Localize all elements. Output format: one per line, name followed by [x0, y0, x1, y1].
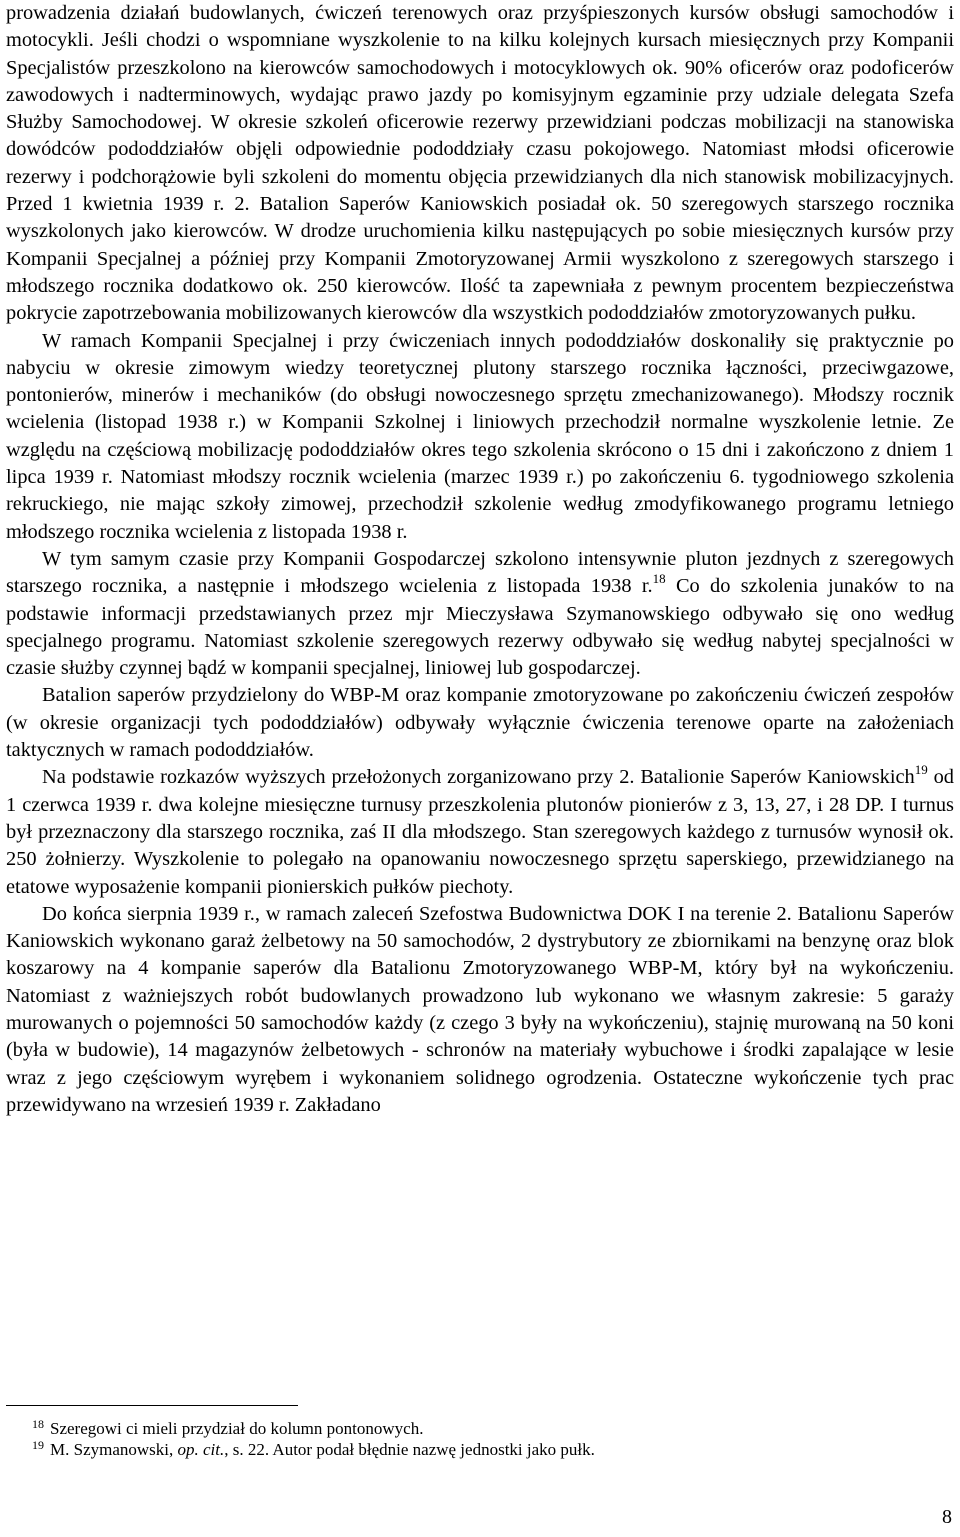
paragraph-3-text: W tym samym czasie przy Kompanii Gospodarczej szkolono intensywnie pluton jezdnych z szeregowych starszego rocznika, a następnie i młodszego wcielenia z listopada 1938 r. — [6, 547, 954, 598]
footnote-italic-citation: op. cit. — [177, 1440, 225, 1459]
footnote-text-before: M. Szymanowski, — [50, 1440, 178, 1459]
footnotes — [6, 1418, 954, 1460]
body-text — [6, 0, 954, 1119]
paragraph-1: prowadzenia działań budowlanych, ćwiczeń terenowych oraz przyśpieszonych kursów obsługi samochodów i motocykli. Jeśli chodzi o wspomniane wyszkolenie to na kilku kolejnych kursach miesięcznych przy Kompanii Specjalistów przeszkolono na kierowców samochodowych i motocyklowych ok. 90% oficerów oraz podoficerów zawodowych i nadterminowych, wydając prawo jazdy po komisyjnym egzaminie przy udziale delegata Szefa Służby Samochodowej. W okresie szkoleń oficerowie rezerwy przewidziani podczas mobilizacji na stanowiska dowódców pododdziałów objęli odpowiednie pododdziały czasu pokojowego. Natomiast młodsi oficerowie rezerwy i podchorążowie byli szkoleni do momentu objęcia przewidzianych dla nich stanowisk mobilizacyjnych. Przed 1 kwietnia 1939 r. 2. Batalion Saperów Kaniowskich posiadał ok. 50 szeregowych starszego rocznika wyszkolonych jako kierowców. W drodze uruchomienia kilku następujących po sobie miesięcznych kursów przy Kompanii Specjalnej a później przy Kompanii Zmotoryzowanej Armii wyszkolono z szeregowych starszego i młodszego rocznika dodatkowo ok. 250 kierowców. Ilość ta zapewniała z pewnym procentem bezpieczeństwa pokrycie zapotrzebowania mobilizowanych kierowców dla wszystkich pododdziałów zmotoryzowanych pułku. — [6, 2, 954, 325]
footnote-number: 18 — [32, 1417, 44, 1431]
page-number: 8 — [942, 1506, 952, 1528]
paragraph-2: W ramach Kompanii Specjalnej i przy ćwiczeniach innych pododdziałów doskonaliły się praktycznie po nabyciu w okresie zimowym wiedzy teoretycznej plutony starszego rocznika łączności, przeciwgazowe, pontonierów, minerów i mechaników (do obsługi nowoczesnego sprzętu zmechanizowanego). Młodszy rocznik wcielenia (listopad 1938 r.) w Kompanii Szkolnej i liniowych przechodził normalne wyszkolenie letnie. Ze względu na częściową mobilizację pododdziałów okres tego szkolenia skrócono o 15 dni i zakończono z dniem 1 lipca 1939 r. Natomiast młodszy rocznik wcielenia (marzec 1939 r.) po zakończeniu 6. tygodniowego szkolenia rekruckiego, nie mając szkoły zimowej, przechodził szkolenie według zmodyfikowanego programu letniego młodszego rocznika wcielenia z listopada 1938 r. — [6, 329, 954, 543]
footnote-divider — [6, 1405, 298, 1406]
footnote-text-after: , s. 22. Autor podał błędnie nazwę jednostki jako pułk. — [224, 1440, 595, 1459]
paragraph-6: Do końca sierpnia 1939 r., w ramach zaleceń Szefostwa Budownictwa DOK I na terenie 2. Batalionu Saperów Kaniowskich wykonano garaż żelbetowy na 50 samochodów, 2 dystrybutory ze zbiornikami na benzynę oraz blok koszarowy na 4 kompanie saperów dla Batalionu Zmotoryzowanego WBP-M, który był na wykończeniu. Natomiast z ważniejszych robót budowlanych prowadzono lub wykonano we własnym zakresie: 5 garaży murowanych o pojemności 50 samochodów każdy (z czego 3 były na wykończeniu), stajnię murowaną na 50 koni (była w budowie), 14 magazynów żelbetowych - schronów na materiały wybuchowe i środki zapalające w lesie wraz z jego częściowym wyrębem i wykonaniem solidnego ogrodzenia. Ostateczne wykończenie tych prac przewidywano na wrzesień 1939 r. Zakładano — [6, 902, 954, 1116]
footnote-text — [26, 1439, 595, 1460]
footnote-ref-19[interactable]: 19 — [914, 762, 928, 778]
paragraph-5-text-after: od 1 czerwca 1939 r. dwa kolejne miesięczne turnusy przeszkolenia plutonów pionierów z 3, 13, 27, i 28 DP. I turnus był przeznaczony dla starszego rocznika, zaś II dla młodszego. Stan szeregowych każdego z turnusów wynosił ok. 250 żołnierzy. Wyszkolenie to polegało na opanowaniu nowoczesnego sprzętu saperskiego, przewidzianego na etatowe wyposażenie kompanii pionierskich pułków piechoty. — [6, 766, 954, 898]
paragraph-5 — [6, 764, 954, 900]
paragraph-3 — [6, 546, 954, 682]
footnote-text: Szeregowi ci mieli przydział do kolumn pontonowych. — [50, 1419, 424, 1438]
page — [6, 0, 954, 1119]
paragraph-4: Batalion saperów przydzielony do WBP-M oraz kompanie zmotoryzowane po zakończeniu ćwiczeń zespołów (w okresie organizacji tych pododdziałów) odbywały wyłącznie ćwiczenia terenowe oparte na założeniach taktycznych w ramach pododdziałów. — [6, 684, 954, 762]
footnote-18 — [6, 1418, 954, 1439]
footnote-19 — [6, 1439, 954, 1460]
paragraph-3-text-after: Co do szkolenia junaków to na podstawie informacji przedstawianych przez mjr Mieczysława Szymanowskiego odbywało się ono według specjalnego programu. Natomiast szkolenie szeregowych rezerwy odbywało się według nabytej specjalności w czasie służby czynnej bądź w kompanii specjalnej, liniowej lub gospodarczej. — [6, 575, 954, 680]
footnote-number: 19 — [32, 1438, 44, 1452]
footnote-ref-18[interactable]: 18 — [652, 571, 666, 587]
paragraph-5-text: Na podstawie rozkazów wyższych przełożonych zorganizowano przy 2. Batalionie Saperów Kaniowskich — [42, 766, 915, 789]
